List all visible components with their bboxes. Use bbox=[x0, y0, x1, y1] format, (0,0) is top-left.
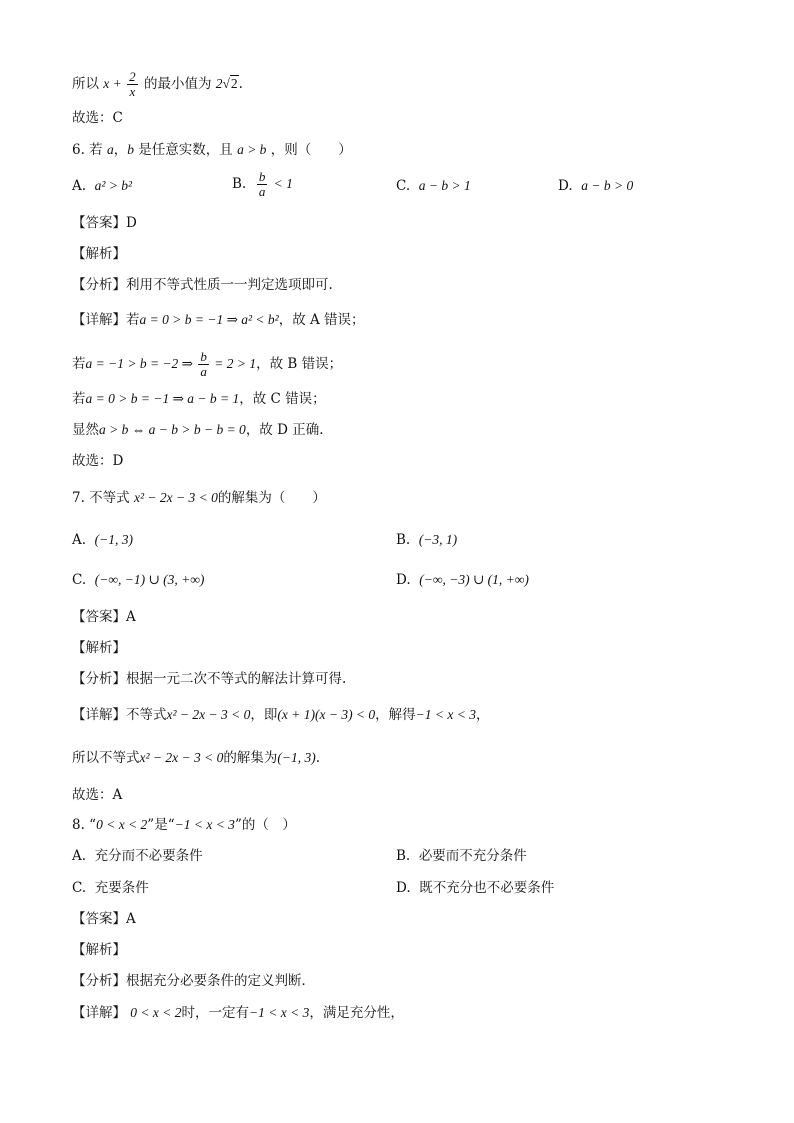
text: ，则（ ） bbox=[270, 142, 352, 158]
fraction-numerator: b bbox=[258, 169, 266, 184]
math: x² − 2x − 3 < 0 bbox=[139, 750, 224, 765]
q6-detail-1 bbox=[72, 310, 365, 330]
option-label: D. bbox=[396, 572, 411, 588]
option-text: 既不充分也不必要条件 bbox=[419, 880, 555, 896]
text: ”的（ ） bbox=[234, 817, 296, 833]
option-text: (−1, 3) bbox=[94, 532, 133, 547]
option-label: D. bbox=[396, 880, 411, 896]
math: = 2 > 1 bbox=[210, 356, 257, 371]
math: (x + 1)(x − 3) < 0 bbox=[277, 707, 376, 722]
q8-analysis-tag: 【解析】 bbox=[72, 942, 126, 958]
text: 是任意实数，且 bbox=[138, 142, 233, 158]
q6-detail-4 bbox=[72, 420, 324, 440]
text: 若 bbox=[72, 391, 86, 407]
math: a > b bbox=[237, 142, 267, 157]
math: a = 0 > b = −1 ⇒ a − b = 1 bbox=[85, 391, 240, 406]
option-label: B. bbox=[396, 848, 411, 864]
text: 6. 若 bbox=[72, 142, 103, 158]
prev-choice: 故选：C bbox=[72, 110, 123, 126]
answer-tag: 【答案】 bbox=[72, 215, 126, 231]
q8-option-d bbox=[396, 878, 554, 898]
detail-tag: 【详解】 bbox=[72, 707, 126, 723]
text: ，故 A 错误； bbox=[278, 312, 365, 328]
sqrt-radicand: 2 bbox=[230, 76, 238, 91]
q6-stem bbox=[72, 140, 352, 160]
text: ，故 D 正确. bbox=[245, 422, 324, 438]
q8-fenxi bbox=[72, 971, 315, 991]
text: ，即 bbox=[250, 707, 278, 723]
option-label: A. bbox=[72, 178, 87, 194]
text: 不等式 bbox=[126, 707, 167, 723]
text: 所以不等式 bbox=[72, 750, 140, 766]
option-label: C. bbox=[396, 178, 411, 194]
option-text: 必要而不充分条件 bbox=[418, 848, 527, 864]
q7-option-d bbox=[396, 570, 529, 590]
option-text: (−∞, −3) ∪ (1, +∞) bbox=[419, 572, 529, 587]
fenxi-text: 利用不等式性质一一判定选项即可. bbox=[126, 277, 333, 293]
math: −1 < x < 3 bbox=[174, 817, 235, 832]
q6-detail-2 bbox=[72, 350, 342, 379]
option-label: C. bbox=[72, 572, 87, 588]
q6-answer bbox=[72, 213, 137, 233]
text: ，故 C 错误； bbox=[239, 391, 326, 407]
fenxi-text: 根据充分必要条件的定义判断． bbox=[126, 973, 315, 989]
option-text: a − b > 0 bbox=[581, 178, 634, 193]
q7-detail-2 bbox=[72, 748, 320, 768]
option-text: a − b > 1 bbox=[418, 178, 471, 193]
option-text: (−3, 1) bbox=[418, 532, 458, 547]
fraction-denominator: a bbox=[258, 184, 266, 199]
q8-stem bbox=[72, 815, 296, 835]
q8-detail-1 bbox=[72, 1003, 404, 1023]
text: ，解得 bbox=[375, 707, 416, 723]
q7-stem bbox=[72, 488, 326, 508]
text: 8. “ bbox=[72, 817, 97, 833]
fenxi-tag: 【分析】 bbox=[72, 671, 126, 687]
text: 的最小值为 bbox=[143, 76, 212, 92]
math: 0 < x < 2 bbox=[96, 817, 148, 832]
fraction-denominator: x bbox=[129, 84, 136, 99]
math: 0 < x < 2 bbox=[130, 1005, 182, 1020]
text: ，故 B 错误； bbox=[256, 356, 343, 372]
text: 显然 bbox=[72, 422, 99, 438]
option-text: a² > b² bbox=[94, 178, 133, 193]
option-text: < 1 bbox=[273, 176, 293, 191]
q7-option-c bbox=[72, 570, 204, 590]
text: 的解集为（ ） bbox=[217, 490, 326, 506]
option-label: A. bbox=[72, 532, 87, 548]
answer-value: A bbox=[126, 609, 136, 625]
text: 所以 bbox=[72, 76, 99, 92]
q7-option-a bbox=[72, 530, 133, 550]
answer-value: D bbox=[126, 215, 137, 231]
option-label: C. bbox=[72, 880, 87, 896]
q6-option-b bbox=[232, 170, 293, 199]
math-expr: x + bbox=[103, 76, 126, 91]
q7-option-b bbox=[396, 530, 457, 550]
answer-tag: 【答案】 bbox=[72, 911, 126, 927]
math: a bbox=[106, 142, 114, 157]
option-label: B. bbox=[232, 176, 247, 192]
math: −1 < x < 3 bbox=[415, 707, 476, 722]
q8-option-b bbox=[396, 846, 527, 866]
math: a = −1 > b = −2 ⇒ bbox=[85, 356, 197, 371]
math: (−1, 3) bbox=[277, 750, 316, 765]
fenxi-tag: 【分析】 bbox=[72, 973, 126, 989]
text: ”是“ bbox=[147, 817, 175, 833]
q8-answer bbox=[72, 909, 136, 929]
math: x² − 2x − 3 < 0 bbox=[133, 490, 218, 505]
text: 若 bbox=[72, 356, 86, 372]
math: a > b ⇔ a − b > b − b = 0 bbox=[99, 422, 246, 437]
q6-option-a bbox=[72, 176, 132, 196]
fraction bbox=[257, 170, 268, 199]
sqrt-expr: √2 bbox=[222, 76, 238, 91]
fraction-denominator: a bbox=[200, 364, 207, 379]
q6-analysis-tag: 【解析】 bbox=[72, 246, 126, 262]
q7-fenxi bbox=[72, 669, 346, 689]
math: b bbox=[127, 142, 134, 157]
q6-choice: 故选：D bbox=[72, 453, 124, 469]
prev-conclusion bbox=[72, 70, 243, 99]
q6-option-c bbox=[396, 176, 471, 196]
text: 的解集为 bbox=[223, 750, 278, 766]
option-label: B. bbox=[396, 532, 411, 548]
fenxi-text: 根据一元二次不等式的解法计算可得. bbox=[126, 671, 347, 687]
q8-option-c bbox=[72, 878, 149, 898]
q8-option-a bbox=[72, 846, 203, 866]
detail-tag: 【详解】 bbox=[72, 1005, 126, 1021]
text: . bbox=[315, 750, 321, 766]
text: ， bbox=[113, 142, 128, 158]
option-label: D. bbox=[558, 178, 573, 194]
answer-tag: 【答案】 bbox=[72, 609, 126, 625]
math: a = 0 > b = −1 ⇒ a² < b² bbox=[139, 312, 279, 327]
text: 时，一定有 bbox=[181, 1005, 250, 1021]
option-label: A. bbox=[72, 848, 87, 864]
fraction-numerator: 2 bbox=[129, 69, 136, 84]
option-text: (−∞, −1) ∪ (3, +∞) bbox=[94, 572, 205, 587]
text: ， bbox=[476, 707, 490, 723]
math-value: 2 bbox=[215, 76, 223, 91]
text: ，满足充分性， bbox=[309, 1005, 404, 1021]
math: x² − 2x − 3 < 0 bbox=[166, 707, 251, 722]
fraction bbox=[198, 350, 209, 379]
text: 7. 不等式 bbox=[72, 490, 130, 506]
text: . bbox=[238, 76, 243, 92]
option-text: 充分而不必要条件 bbox=[94, 848, 203, 864]
q7-choice: 故选：A bbox=[72, 787, 123, 803]
text: 若 bbox=[126, 312, 140, 328]
option-text: 充要条件 bbox=[94, 880, 149, 896]
q7-detail-1 bbox=[72, 705, 490, 725]
q6-option-d bbox=[558, 176, 633, 196]
q7-answer bbox=[72, 607, 136, 627]
fraction bbox=[127, 70, 138, 99]
q7-analysis-tag: 【解析】 bbox=[72, 640, 126, 656]
fenxi-tag: 【分析】 bbox=[72, 277, 126, 293]
math: −1 < x < 3 bbox=[249, 1005, 310, 1020]
q6-detail-3 bbox=[72, 389, 326, 409]
fraction-numerator: b bbox=[200, 349, 207, 364]
detail-tag: 【详解】 bbox=[72, 312, 126, 328]
q6-fenxi bbox=[72, 275, 333, 295]
answer-value: A bbox=[126, 911, 136, 927]
